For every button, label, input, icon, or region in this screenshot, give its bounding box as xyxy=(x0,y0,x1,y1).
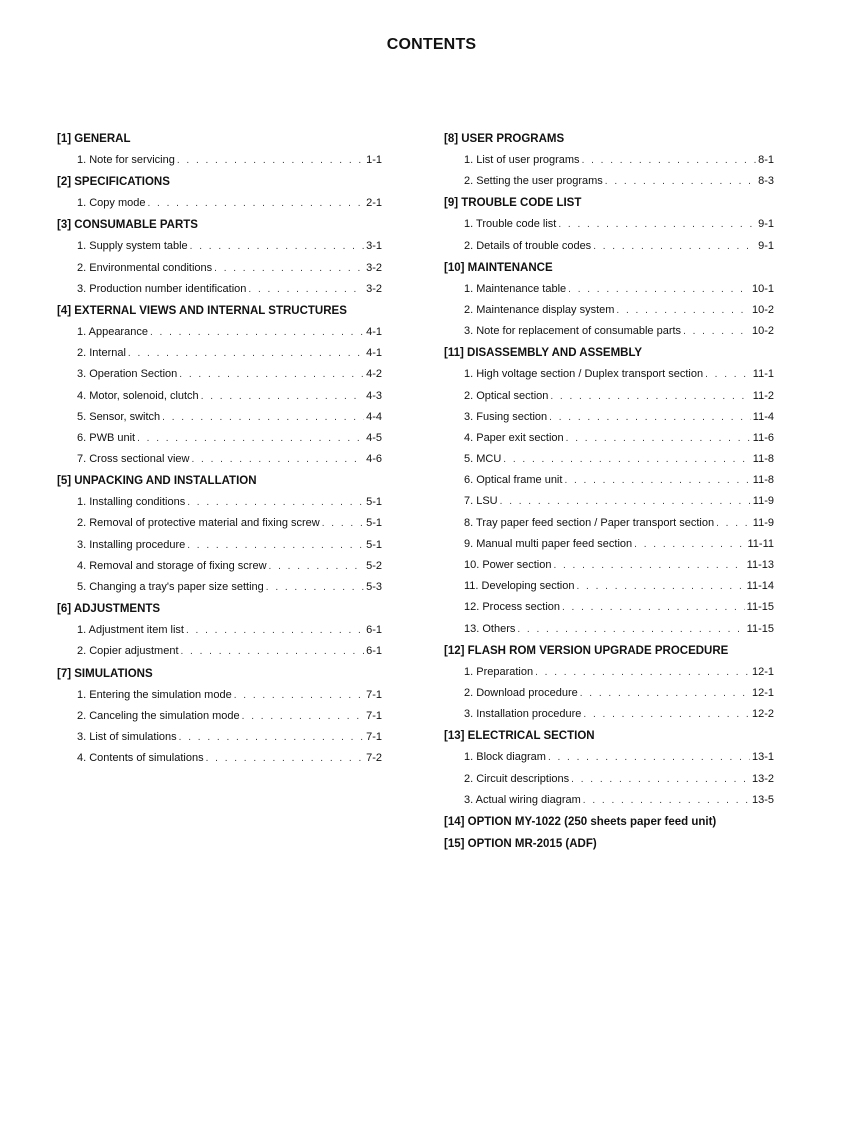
toc-entry-page: 11-2 xyxy=(752,389,774,402)
toc-entry[interactable] xyxy=(444,790,774,811)
toc-entry-page: 4-2 xyxy=(366,368,382,381)
toc-entry[interactable] xyxy=(57,492,382,513)
toc-entry-page: 11-4 xyxy=(752,410,774,423)
section-heading[interactable]: [2] SPECIFICATIONS xyxy=(57,176,170,189)
toc-entry-title: 1. Maintenance table xyxy=(464,282,567,295)
toc-entry-title: 4. Motor, solenoid, clutch xyxy=(77,389,199,402)
toc-entry[interactable] xyxy=(444,407,774,428)
toc-entry-title: 3. List of simulations xyxy=(77,730,177,743)
section-heading[interactable]: [8] USER PROGRAMS xyxy=(444,133,565,145)
dot-leader xyxy=(186,620,364,641)
toc-entry-title: 4. Paper exit section xyxy=(464,431,564,444)
toc-entry-page: 12-2 xyxy=(751,708,774,721)
dot-leader xyxy=(549,407,751,428)
toc-entry[interactable] xyxy=(444,747,774,768)
toc-entry-title: 2. Removal of protective material and fixing screw xyxy=(77,517,320,530)
toc-entry-page: 11-13 xyxy=(746,559,774,571)
dot-leader xyxy=(137,428,364,449)
toc-left-column xyxy=(57,128,382,769)
toc-entry-page: 10-2 xyxy=(751,303,774,316)
toc-entry[interactable] xyxy=(57,513,382,534)
dot-leader xyxy=(214,258,364,279)
toc-entry-page: 5-3 xyxy=(366,581,382,593)
toc-entry-title: 3. Production number identification xyxy=(77,282,247,295)
toc-entry-page: 5-1 xyxy=(366,538,382,551)
dot-leader xyxy=(179,727,364,748)
toc-entry-title: 6. Optical frame unit xyxy=(464,474,563,487)
dot-leader xyxy=(266,577,364,598)
dot-leader xyxy=(582,150,757,171)
toc-entry[interactable] xyxy=(57,193,382,214)
section-heading[interactable]: [14] OPTION MY-1022 (250 sheets paper feed unit) xyxy=(444,815,717,828)
toc-entry-title: 5. Changing a tray's paper size setting xyxy=(77,581,264,593)
toc-entry-title: 2. Maintenance display system xyxy=(464,303,615,316)
toc-entry[interactable] xyxy=(57,150,382,171)
toc-entry-page: 9-1 xyxy=(758,218,774,231)
toc-entry-title: 2. Setting the user programs xyxy=(464,175,603,188)
toc-entry-page: 7-2 xyxy=(366,752,382,765)
toc-entry[interactable] xyxy=(57,727,382,748)
toc-entry[interactable] xyxy=(444,619,774,640)
toc-entry-title: 11. Developing section xyxy=(464,580,575,593)
toc-entry-page: 3-1 xyxy=(366,240,382,253)
toc-entry-title: 2. Environmental conditions xyxy=(77,261,213,274)
toc-entry[interactable] xyxy=(444,769,774,790)
toc-entry[interactable] xyxy=(444,662,774,683)
dot-leader xyxy=(683,321,750,342)
dot-leader xyxy=(192,449,365,470)
section-heading[interactable]: [7] SIMULATIONS xyxy=(57,667,153,680)
dot-leader xyxy=(550,386,750,407)
section-heading[interactable]: [13] ELECTRICAL SECTION xyxy=(444,730,595,743)
toc-entry[interactable] xyxy=(57,685,382,706)
section-heading[interactable]: [12] FLASH ROM VERSION UPGRADE PROCEDURE xyxy=(444,644,729,657)
toc-entry-page: 7-1 xyxy=(366,730,382,743)
toc-entry-title: 3. Installation procedure xyxy=(464,708,582,721)
toc-entry-page: 10-1 xyxy=(751,282,774,295)
toc-entry-page: 11-8 xyxy=(752,453,774,466)
toc-entry-page: 12-1 xyxy=(751,665,774,678)
toc-entry-page: 5-1 xyxy=(366,496,382,509)
dot-leader xyxy=(548,747,750,768)
toc-entry-page: 11-11 xyxy=(747,537,774,550)
dot-leader xyxy=(564,470,750,491)
toc-entry[interactable] xyxy=(57,556,382,577)
toc-entry-title: 1. Trouble code list xyxy=(464,218,557,231)
toc-entry[interactable] xyxy=(444,491,774,512)
toc-entry-title: 9. Manual multi paper feed section xyxy=(464,537,633,550)
toc-entry-title: 2. Optical section xyxy=(464,389,549,402)
toc-entry-title: 2. Circuit descriptions xyxy=(464,772,570,785)
toc-entry-title: 1. Supply system table xyxy=(77,240,188,253)
toc-entry[interactable] xyxy=(444,555,774,576)
toc-entry-title: 1. Preparation xyxy=(464,665,534,678)
toc-entry-page: 12-1 xyxy=(751,686,774,699)
section-heading[interactable]: [3] CONSUMABLE PARTS xyxy=(57,219,198,232)
toc-entry[interactable] xyxy=(444,386,774,407)
toc-entry[interactable] xyxy=(444,321,774,342)
toc-entry-page: 11-8 xyxy=(752,474,774,487)
toc-entry[interactable] xyxy=(57,620,382,641)
dot-leader xyxy=(248,279,364,300)
dot-leader xyxy=(242,706,364,727)
toc-entry-title: 12. Process section xyxy=(464,601,560,614)
toc-entry[interactable] xyxy=(57,322,382,343)
toc-entry[interactable] xyxy=(444,214,774,235)
toc-entry-page: 4-1 xyxy=(366,325,382,338)
toc-entry-page: 6-1 xyxy=(366,624,382,637)
section-heading[interactable]: [11] DISASSEMBLY AND ASSEMBLY xyxy=(444,347,643,360)
section-heading[interactable]: [1] GENERAL xyxy=(57,133,131,145)
dot-leader xyxy=(128,343,364,364)
toc-entry-title: 3. Actual wiring diagram xyxy=(464,793,581,806)
toc-entry-title: 1. Entering the simulation mode xyxy=(77,688,232,701)
toc-entry[interactable] xyxy=(57,386,382,407)
toc-entry-title: 3. Installing procedure xyxy=(77,538,186,551)
toc-entry-title: 8. Tray paper feed section / Paper transport section xyxy=(464,516,715,529)
dot-leader xyxy=(517,619,744,640)
toc-entry[interactable] xyxy=(57,279,382,300)
toc-entry[interactable] xyxy=(57,535,382,556)
toc-entry[interactable] xyxy=(444,534,774,555)
dot-leader xyxy=(201,386,364,407)
toc-entry-page: 8-3 xyxy=(758,175,774,188)
dot-leader xyxy=(562,597,745,618)
toc-entry[interactable] xyxy=(444,150,774,171)
toc-entry[interactable] xyxy=(444,576,774,597)
toc-entry-page: 7-1 xyxy=(366,709,382,722)
dot-leader xyxy=(181,641,365,662)
toc-entry[interactable] xyxy=(444,300,774,321)
dot-leader xyxy=(583,704,750,725)
toc-entry-title: 2. Details of trouble codes xyxy=(464,239,592,252)
toc-entry-page: 11-15 xyxy=(746,601,774,614)
dot-leader xyxy=(566,428,751,449)
dot-leader xyxy=(576,576,744,597)
section-heading[interactable]: [4] EXTERNAL VIEWS AND INTERNAL STRUCTURES xyxy=(57,304,347,317)
dot-leader xyxy=(187,492,364,513)
toc-entry-title: 7. LSU xyxy=(464,495,498,508)
toc-entry-title: 3. Fusing section xyxy=(464,410,548,423)
toc-entry-page: 4-3 xyxy=(366,389,382,402)
dot-leader xyxy=(177,150,364,171)
toc-entry-page: 13-5 xyxy=(751,793,774,806)
dot-leader xyxy=(605,171,756,192)
toc-entry-page: 5-2 xyxy=(366,559,382,572)
page-title: CONTENTS xyxy=(386,36,477,53)
toc-entry-title: 2. Copier adjustment xyxy=(77,645,179,658)
toc-entry-title: 7. Cross sectional view xyxy=(77,453,190,466)
toc-entry[interactable] xyxy=(444,279,774,300)
dot-leader xyxy=(568,279,750,300)
toc-entry[interactable] xyxy=(57,364,382,385)
dot-leader xyxy=(162,407,364,428)
dot-leader xyxy=(500,491,751,512)
toc-entry-title: 1. List of user programs xyxy=(464,154,580,166)
toc-entry-page: 4-5 xyxy=(366,431,382,444)
toc-entry-page: 11-9 xyxy=(752,516,774,529)
toc-entry-title: 2. Internal xyxy=(77,347,126,360)
toc-entry-page: 8-1 xyxy=(758,154,774,166)
toc-entry-title: 2. Download procedure xyxy=(464,686,578,699)
dot-leader xyxy=(580,683,750,704)
toc-entry[interactable] xyxy=(444,513,774,534)
toc-entry-title: 4. Contents of simulations xyxy=(77,752,204,765)
dot-leader xyxy=(190,236,364,257)
dot-leader xyxy=(187,535,364,556)
toc-entry-title: 1. Note for servicing xyxy=(77,154,175,166)
toc-entry[interactable] xyxy=(444,364,774,385)
dot-leader xyxy=(558,214,756,235)
toc-entry[interactable] xyxy=(57,449,382,470)
toc-entry-title: 5. Sensor, switch xyxy=(77,410,161,423)
toc-entry[interactable] xyxy=(444,683,774,704)
section-heading[interactable]: [6] ADJUSTMENTS xyxy=(57,603,161,616)
toc-entry-page: 11-14 xyxy=(746,580,774,593)
toc-entry-title: 1. Adjustment item list xyxy=(77,624,184,637)
dot-leader xyxy=(503,449,751,470)
toc-entry-title: 1. High voltage section / Duplex transport section xyxy=(464,368,704,381)
toc-entry-page: 1-1 xyxy=(366,154,382,166)
toc-entry[interactable] xyxy=(57,407,382,428)
toc-entry[interactable] xyxy=(444,236,774,257)
toc-entry-page: 3-2 xyxy=(366,261,382,274)
dot-leader xyxy=(634,534,745,555)
section-heading[interactable]: [9] TROUBLE CODE LIST xyxy=(444,197,582,210)
toc-entry-title: 4. Removal and storage of fixing screw xyxy=(77,559,267,572)
toc-entry[interactable] xyxy=(444,704,774,725)
toc-entry-page: 6-1 xyxy=(366,645,382,658)
dot-leader xyxy=(269,556,365,577)
toc-entry-title: 1. Copy mode xyxy=(77,197,146,210)
toc-entry[interactable] xyxy=(57,641,382,662)
toc-entry-title: 1. Installing conditions xyxy=(77,496,186,509)
toc-entry-title: 6. PWB unit xyxy=(77,431,136,444)
toc-entry-page: 11-1 xyxy=(752,368,774,381)
toc-entry-title: 5. MCU xyxy=(464,453,502,466)
toc-entry-title: 1. Appearance xyxy=(77,325,148,338)
dot-leader xyxy=(147,193,364,214)
toc-entry-page: 4-6 xyxy=(366,453,382,466)
toc-entry[interactable] xyxy=(57,343,382,364)
toc-entry-page: 10-2 xyxy=(751,325,774,338)
dot-leader xyxy=(150,322,364,343)
toc-entry-title: 2. Canceling the simulation mode xyxy=(77,709,240,722)
toc-entry-page: 3-2 xyxy=(366,282,382,295)
dot-leader xyxy=(553,555,744,576)
toc-entry-page: 11-15 xyxy=(746,622,774,635)
toc-entry[interactable] xyxy=(57,748,382,769)
toc-entry-title: 1. Block diagram xyxy=(464,751,546,764)
dot-leader xyxy=(593,236,756,257)
section-heading[interactable]: [10] MAINTENANCE xyxy=(444,261,553,274)
section-heading[interactable]: [5] UNPACKING AND INSTALLATION xyxy=(57,475,257,488)
toc-entry-title: 3. Note for replacement of consumable parts xyxy=(464,325,682,338)
dot-leader xyxy=(234,685,364,706)
toc-entry-page: 13-1 xyxy=(751,751,774,764)
toc-entry[interactable] xyxy=(444,171,774,192)
toc-entry[interactable] xyxy=(444,597,774,618)
toc-entry-page: 5-1 xyxy=(366,517,382,530)
dot-leader xyxy=(179,364,364,385)
toc-entry[interactable] xyxy=(444,470,774,491)
toc-entry-page: 4-1 xyxy=(366,347,382,360)
dot-leader xyxy=(583,790,750,811)
toc-entry-page: 11-6 xyxy=(752,431,774,444)
dot-leader xyxy=(535,662,750,683)
toc-entry[interactable] xyxy=(57,236,382,257)
dot-leader xyxy=(571,769,750,790)
dot-leader xyxy=(616,300,750,321)
toc-entry-page: 13-2 xyxy=(751,772,774,785)
toc-entry[interactable] xyxy=(444,428,774,449)
dot-leader xyxy=(716,513,751,534)
dot-leader xyxy=(322,513,364,534)
toc-entry[interactable] xyxy=(444,449,774,470)
toc-entry[interactable] xyxy=(57,706,382,727)
toc-entry-page: 9-1 xyxy=(758,239,774,252)
toc-entry-page: 7-1 xyxy=(366,688,382,701)
section-heading[interactable]: [15] OPTION MR-2015 (ADF) xyxy=(444,837,597,850)
toc-entry-title: 10. Power section xyxy=(464,559,552,571)
toc-entry-page: 4-4 xyxy=(366,410,382,423)
toc-entry-title: 13. Others xyxy=(464,622,516,635)
toc-entry-page: 11-9 xyxy=(752,495,774,508)
toc-entry[interactable] xyxy=(57,258,382,279)
toc-right-column xyxy=(444,128,774,855)
dot-leader xyxy=(206,748,365,769)
toc-entry[interactable] xyxy=(57,577,382,598)
toc-entry-title: 3. Operation Section xyxy=(77,368,178,381)
toc-entry-page: 2-1 xyxy=(366,197,382,210)
toc-entry[interactable] xyxy=(57,428,382,449)
dot-leader xyxy=(705,364,751,385)
